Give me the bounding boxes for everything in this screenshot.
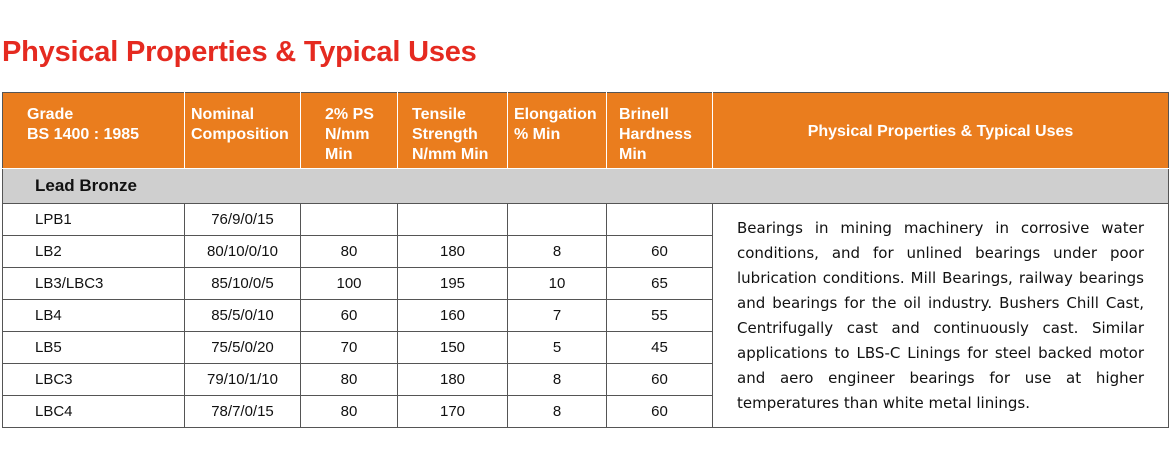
cell-brinell: 65 [607, 268, 713, 300]
cell-ps: 80 [301, 236, 398, 268]
cell-brinell [607, 204, 713, 236]
cell-grade: LB2 [3, 236, 185, 268]
cell-brinell: 45 [607, 332, 713, 364]
cell-grade: LPB1 [3, 204, 185, 236]
cell-composition: 76/9/0/15 [185, 204, 301, 236]
cell-composition: 78/7/0/15 [185, 396, 301, 428]
header-typical-uses: Physical Properties & Typical Uses [713, 93, 1169, 169]
header-tensile-strength: Tensile Strength N/mm Min [398, 93, 508, 169]
cell-composition: 79/10/1/10 [185, 364, 301, 396]
page-title: Physical Properties & Typical Uses [2, 36, 477, 68]
properties-table [2, 92, 1169, 428]
cell-tensile: 150 [398, 332, 508, 364]
cell-composition: 75/5/0/20 [185, 332, 301, 364]
cell-tensile: 170 [398, 396, 508, 428]
cell-grade: LB3/LBC3 [3, 268, 185, 300]
cell-elongation: 5 [508, 332, 607, 364]
cell-grade: LBC3 [3, 364, 185, 396]
header-proof-stress: 2% PS N/mm Min [301, 93, 398, 169]
cell-brinell: 60 [607, 236, 713, 268]
cell-ps: 80 [301, 364, 398, 396]
cell-brinell: 60 [607, 364, 713, 396]
group-row [3, 169, 1169, 204]
table-row [3, 204, 1169, 236]
cell-tensile: 180 [398, 236, 508, 268]
cell-elongation: 8 [508, 396, 607, 428]
cell-composition: 85/5/0/10 [185, 300, 301, 332]
header-elongation: Elongation % Min [508, 93, 607, 169]
cell-tensile [398, 204, 508, 236]
header-composition: Nominal Composition [185, 93, 301, 169]
group-label: Lead Bronze [3, 169, 1169, 204]
cell-elongation: 7 [508, 300, 607, 332]
cell-brinell: 55 [607, 300, 713, 332]
cell-elongation: 8 [508, 364, 607, 396]
cell-ps: 70 [301, 332, 398, 364]
header-row [3, 93, 1169, 169]
cell-grade: LBC4 [3, 396, 185, 428]
typical-uses-text: Bearings in mining machinery in corrosive water conditions, and for unlined bearings under poor lubrication conditions. Mill Bearings, railway bearings and bearings for the oil industry. Bushers Chill Cast, Centrifugally cast and continuously cast. Similar applications to LBS-C Linings for steel backed motor and aero engineer bearings for use at higher temperatures than white metal linings. [713, 204, 1169, 428]
cell-tensile: 160 [398, 300, 508, 332]
cell-ps: 100 [301, 268, 398, 300]
cell-ps: 80 [301, 396, 398, 428]
cell-elongation: 10 [508, 268, 607, 300]
cell-composition: 85/10/0/5 [185, 268, 301, 300]
cell-brinell: 60 [607, 396, 713, 428]
header-brinell-hardness: Brinell Hardness Min [607, 93, 713, 169]
cell-grade: LB4 [3, 300, 185, 332]
cell-ps: 60 [301, 300, 398, 332]
cell-composition: 80/10/0/10 [185, 236, 301, 268]
cell-tensile: 195 [398, 268, 508, 300]
cell-tensile: 180 [398, 364, 508, 396]
cell-ps [301, 204, 398, 236]
header-grade: Grade BS 1400 : 1985 [3, 93, 185, 169]
cell-elongation [508, 204, 607, 236]
cell-elongation: 8 [508, 236, 607, 268]
cell-grade: LB5 [3, 332, 185, 364]
